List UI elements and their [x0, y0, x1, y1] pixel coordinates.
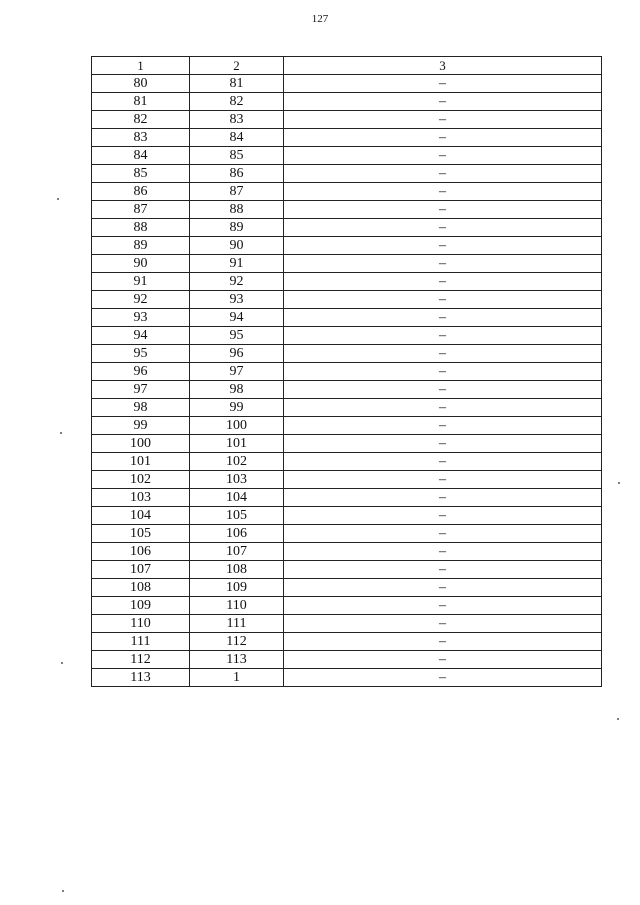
table-row — [92, 345, 602, 363]
table-cell-col-1: 101 — [92, 453, 190, 471]
table-cell-col-2: 84 — [190, 129, 284, 147]
table-cell-col-1: 83 — [92, 129, 190, 147]
table-cell-col-3: – — [284, 651, 602, 669]
table-cell-col-3: – — [284, 237, 602, 255]
table-cell-col-2: 96 — [190, 345, 284, 363]
table-cell-col-2: 97 — [190, 363, 284, 381]
table-cell-col-2: 105 — [190, 507, 284, 525]
table-cell-col-2: 90 — [190, 237, 284, 255]
table-row — [92, 507, 602, 525]
table-cell-col-1: 94 — [92, 327, 190, 345]
table-cell-col-3: – — [284, 507, 602, 525]
table-row — [92, 525, 602, 543]
table-cell-col-1: 109 — [92, 597, 190, 615]
table-cell-col-2: 88 — [190, 201, 284, 219]
table-row — [92, 183, 602, 201]
table-cell-col-2: 99 — [190, 399, 284, 417]
table-cell-col-2: 83 — [190, 111, 284, 129]
table-cell-col-2: 85 — [190, 147, 284, 165]
table-cell-col-1: 87 — [92, 201, 190, 219]
table-cell-col-3: – — [284, 435, 602, 453]
table-row — [92, 165, 602, 183]
table-cell-col-1: 104 — [92, 507, 190, 525]
table-row — [92, 147, 602, 165]
table-row — [92, 291, 602, 309]
table-row — [92, 363, 602, 381]
data-table — [91, 56, 602, 687]
table-cell-col-2: 98 — [190, 381, 284, 399]
table-cell-col-1: 95 — [92, 345, 190, 363]
table-row — [92, 489, 602, 507]
table-cell-col-2: 107 — [190, 543, 284, 561]
table-cell-col-1: 106 — [92, 543, 190, 561]
table-cell-col-3: – — [284, 165, 602, 183]
table-cell-col-3: – — [284, 309, 602, 327]
table-cell-col-3: – — [284, 633, 602, 651]
table-cell-col-3: – — [284, 129, 602, 147]
table-cell-col-3: – — [284, 543, 602, 561]
table-cell-col-2: 82 — [190, 93, 284, 111]
table-cell-col-2: 86 — [190, 165, 284, 183]
table-cell-col-1: 100 — [92, 435, 190, 453]
table-cell-col-3: – — [284, 561, 602, 579]
table-cell-col-1: 108 — [92, 579, 190, 597]
table-cell-col-1: 91 — [92, 273, 190, 291]
table-cell-col-3: – — [284, 453, 602, 471]
table-cell-col-3: – — [284, 219, 602, 237]
table-cell-col-1: 84 — [92, 147, 190, 165]
table-row — [92, 111, 602, 129]
table-cell-col-2: 94 — [190, 309, 284, 327]
table-row — [92, 399, 602, 417]
table-cell-col-1: 99 — [92, 417, 190, 435]
scan-speck — [60, 432, 62, 434]
table-cell-col-2: 1 — [190, 669, 284, 687]
table-cell-col-1: 80 — [92, 75, 190, 93]
table-cell-col-3: – — [284, 255, 602, 273]
table-header-row — [92, 57, 602, 75]
table-cell-col-1: 82 — [92, 111, 190, 129]
table-cell-col-2: 91 — [190, 255, 284, 273]
table-cell-col-1: 89 — [92, 237, 190, 255]
table-cell-col-1: 86 — [92, 183, 190, 201]
table-cell-col-1: 110 — [92, 615, 190, 633]
table-cell-col-1: 112 — [92, 651, 190, 669]
table-cell-col-2: 100 — [190, 417, 284, 435]
table-cell-col-3: – — [284, 669, 602, 687]
table-row — [92, 579, 602, 597]
table-cell-col-2: 103 — [190, 471, 284, 489]
table-cell-col-3: – — [284, 273, 602, 291]
table-row — [92, 453, 602, 471]
table-cell-col-3: – — [284, 93, 602, 111]
table-row — [92, 435, 602, 453]
table-cell-col-2: 111 — [190, 615, 284, 633]
scan-speck — [617, 718, 619, 720]
scan-speck — [57, 198, 59, 200]
table-cell-col-3: – — [284, 201, 602, 219]
table-cell-col-2: 95 — [190, 327, 284, 345]
table-cell-col-2: 87 — [190, 183, 284, 201]
table-cell-col-3: – — [284, 183, 602, 201]
table-cell-col-1: 92 — [92, 291, 190, 309]
table-cell-col-3: – — [284, 399, 602, 417]
table-cell-col-3: – — [284, 291, 602, 309]
column-header-1: 1 — [92, 57, 190, 75]
table-cell-col-2: 112 — [190, 633, 284, 651]
table-row — [92, 327, 602, 345]
table-cell-col-3: – — [284, 417, 602, 435]
table-cell-col-2: 106 — [190, 525, 284, 543]
column-header-3: 3 — [284, 57, 602, 75]
table-cell-col-2: 104 — [190, 489, 284, 507]
table-row — [92, 561, 602, 579]
table-cell-col-2: 101 — [190, 435, 284, 453]
table-cell-col-1: 93 — [92, 309, 190, 327]
table-cell-col-1: 90 — [92, 255, 190, 273]
table-row — [92, 219, 602, 237]
table-cell-col-1: 97 — [92, 381, 190, 399]
table-cell-col-3: – — [284, 111, 602, 129]
table-cell-col-1: 81 — [92, 93, 190, 111]
scan-speck — [618, 482, 620, 484]
table-row — [92, 309, 602, 327]
table-cell-col-1: 96 — [92, 363, 190, 381]
table-row — [92, 129, 602, 147]
table-cell-col-3: – — [284, 471, 602, 489]
table-cell-col-2: 113 — [190, 651, 284, 669]
scan-speck — [62, 890, 64, 892]
table-cell-col-3: – — [284, 615, 602, 633]
table-row — [92, 471, 602, 489]
table-row — [92, 381, 602, 399]
table-cell-col-2: 109 — [190, 579, 284, 597]
table-cell-col-2: 110 — [190, 597, 284, 615]
table-cell-col-2: 81 — [190, 75, 284, 93]
table-cell-col-2: 93 — [190, 291, 284, 309]
table-cell-col-3: – — [284, 597, 602, 615]
column-header-2: 2 — [190, 57, 284, 75]
table-cell-col-1: 107 — [92, 561, 190, 579]
table-row — [92, 75, 602, 93]
table-row — [92, 615, 602, 633]
scan-speck — [61, 662, 63, 664]
table-cell-col-1: 85 — [92, 165, 190, 183]
table-row — [92, 273, 602, 291]
table-row — [92, 597, 602, 615]
table-row — [92, 669, 602, 687]
table-cell-col-2: 89 — [190, 219, 284, 237]
table-cell-col-3: – — [284, 579, 602, 597]
table-cell-col-3: – — [284, 381, 602, 399]
table-cell-col-3: – — [284, 147, 602, 165]
table-row — [92, 651, 602, 669]
table-cell-col-2: 102 — [190, 453, 284, 471]
table-cell-col-2: 108 — [190, 561, 284, 579]
table-row — [92, 237, 602, 255]
table-cell-col-1: 105 — [92, 525, 190, 543]
table-row — [92, 201, 602, 219]
table-cell-col-1: 98 — [92, 399, 190, 417]
table-body — [92, 75, 602, 687]
table-cell-col-3: – — [284, 345, 602, 363]
table-cell-col-1: 111 — [92, 633, 190, 651]
table-row — [92, 543, 602, 561]
table-row — [92, 417, 602, 435]
table-cell-col-3: – — [284, 489, 602, 507]
table-cell-col-2: 92 — [190, 273, 284, 291]
table-cell-col-3: – — [284, 363, 602, 381]
table-cell-col-3: – — [284, 327, 602, 345]
table-cell-col-1: 102 — [92, 471, 190, 489]
table-cell-col-1: 113 — [92, 669, 190, 687]
table-cell-col-3: – — [284, 525, 602, 543]
table-cell-col-1: 103 — [92, 489, 190, 507]
table-row — [92, 93, 602, 111]
table-row — [92, 633, 602, 651]
table-row — [92, 255, 602, 273]
page-number: 127 — [311, 13, 329, 25]
table-cell-col-3: – — [284, 75, 602, 93]
table-cell-col-1: 88 — [92, 219, 190, 237]
